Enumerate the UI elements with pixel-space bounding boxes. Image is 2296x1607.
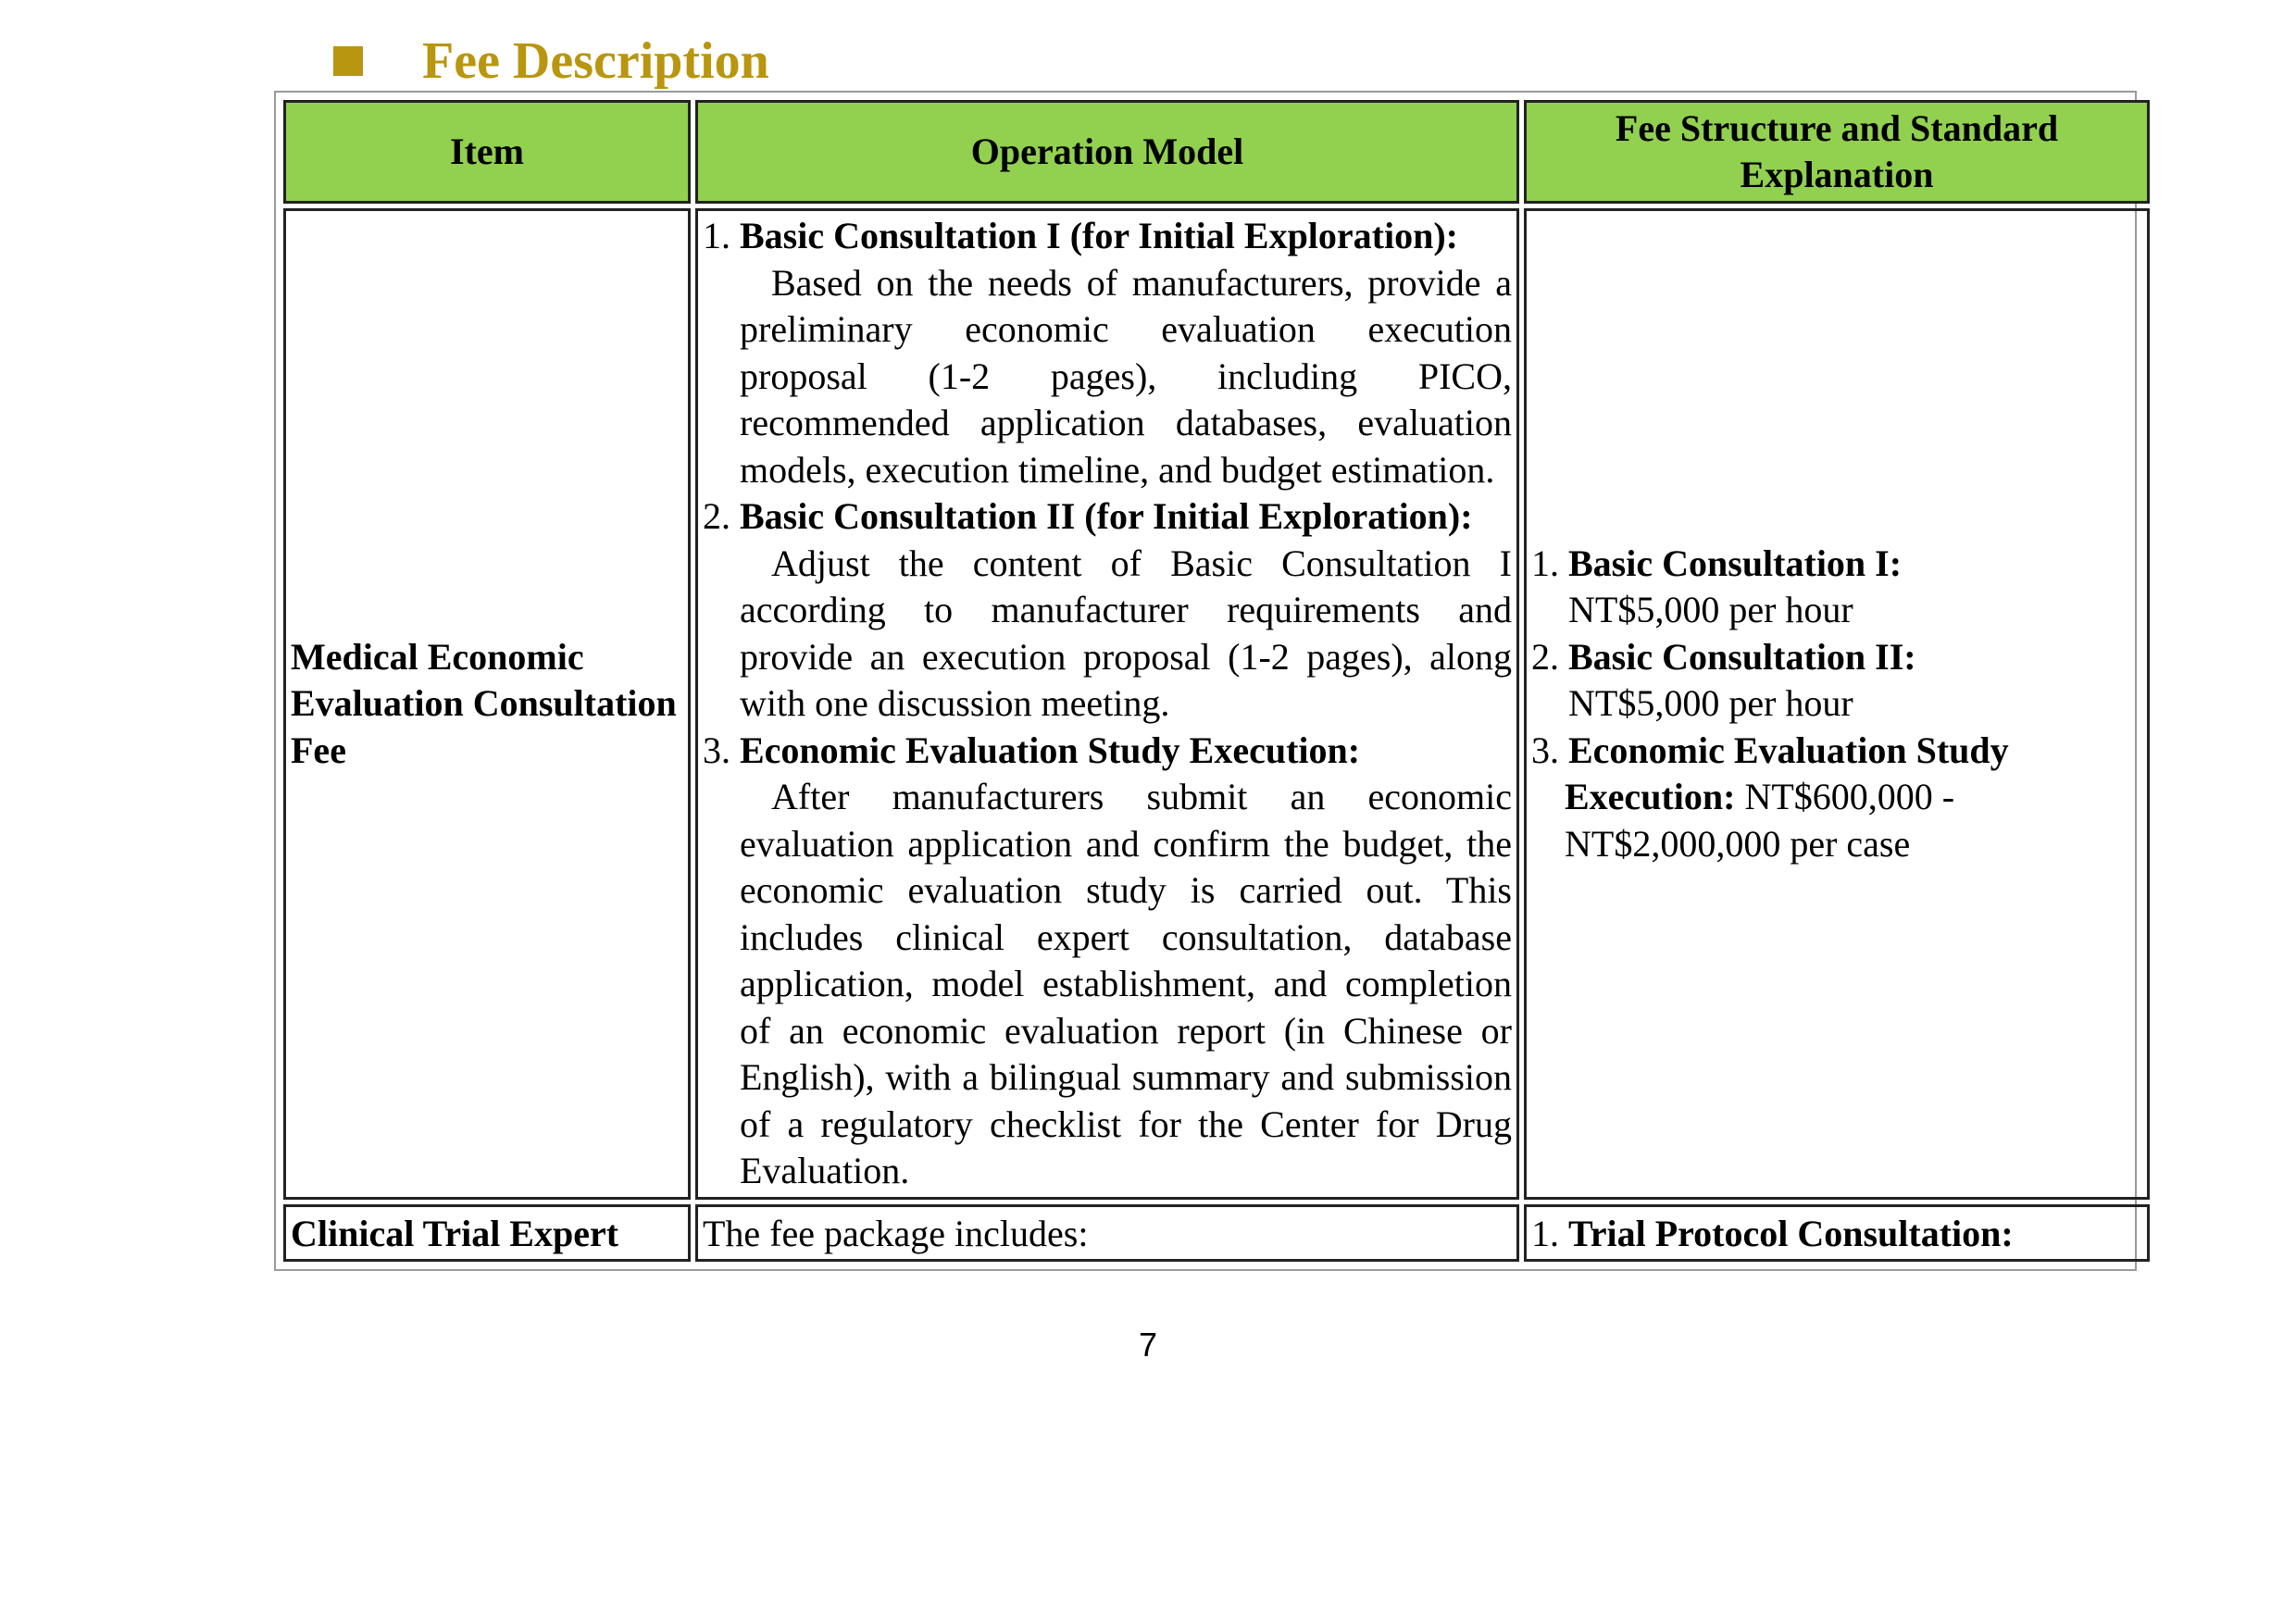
operation-entry-1 <box>703 213 1512 260</box>
operation-entry-2 <box>703 493 1512 541</box>
page-number: 7 <box>1138 1326 1158 1364</box>
square-bullet-icon <box>333 46 363 76</box>
entry-body: Based on the needs of manufacturers, provide a preliminary economic evaluation execution proposal (1-2 pages), including PICO, recommended application databases, evaluation models, execution timeline, and budget estimation. <box>740 261 1512 491</box>
table-row <box>283 1204 2150 1263</box>
item-cell-clinical-trial: Clinical Trial Expert <box>283 1204 691 1263</box>
fee-heading: Basic Consultation I: <box>1568 542 1903 584</box>
item-cell-medical-economic: Medical Economic Evaluation Consultation Fee <box>283 208 691 1200</box>
fee-cell-medical-economic <box>1524 208 2150 1200</box>
fee-heading: Trial Protocol Consultation: <box>1568 1212 2014 1254</box>
fee-detail-line <box>1565 774 2142 821</box>
entry-heading: Economic Evaluation Study Execution: <box>740 729 1361 771</box>
header-fee-structure: Fee Structure and Standard Explanation <box>1524 100 2150 204</box>
entry-number: 2. <box>703 495 730 537</box>
operation-cell-medical-economic <box>695 208 1519 1200</box>
fee-entry-1 <box>1531 541 2142 588</box>
header-item: Item <box>283 100 691 204</box>
entry-body: Adjust the content of Basic Consultation I according to manufacturer requirements and provide an execution proposal (1-2 pages), along with one discussion meeting. <box>740 542 1512 724</box>
section-heading <box>333 24 769 98</box>
fee-entry-2 <box>1531 634 2142 681</box>
entry-heading: Basic Consultation I (for Initial Exploration): <box>740 215 1458 256</box>
entry-body: After manufacturers submit an economic evaluation application and confirm the budget, the economic evaluation study is carried out. This includes clinical expert consultation, database application, model establishment, and completion of an economic evaluation report (in Chinese or English), with a bilingual summary and submission of a regulatory checklist for the Center for Drug Evaluation. <box>740 776 1512 1191</box>
fee-entry-3 <box>1531 728 2142 775</box>
table-header-row <box>283 100 2150 204</box>
operation-entry-3 <box>703 728 1512 775</box>
fee-number: 1. <box>1531 1212 1559 1254</box>
fee-detail: NT$5,000 per hour <box>1568 589 1853 630</box>
fee-number: 2. <box>1531 635 1559 678</box>
header-operation-model: Operation Model <box>695 100 1519 204</box>
fee-heading-continued: Execution: <box>1565 776 1736 817</box>
entry-number: 3. <box>703 729 730 771</box>
fee-detail: NT$2,000,000 per case <box>1565 822 1911 865</box>
fee-detail-inline: NT$600,000 - <box>1735 776 1955 817</box>
table-row <box>283 208 2150 1200</box>
fee-heading: Basic Consultation II: <box>1568 635 1916 678</box>
operation-cell-clinical-trial: The fee package includes: <box>695 1204 1519 1263</box>
fee-cell-clinical-trial <box>1524 1204 2150 1263</box>
fee-number: 3. <box>1531 729 1559 771</box>
entry-heading: Basic Consultation II (for Initial Exploration): <box>740 495 1473 537</box>
fee-detail: NT$5,000 per hour <box>1568 682 1853 724</box>
section-title: Fee Description <box>422 32 769 90</box>
fee-number: 1. <box>1531 542 1559 584</box>
fee-table <box>274 91 2137 1271</box>
fee-heading: Economic Evaluation Study <box>1568 729 2009 771</box>
entry-number: 1. <box>703 215 730 256</box>
